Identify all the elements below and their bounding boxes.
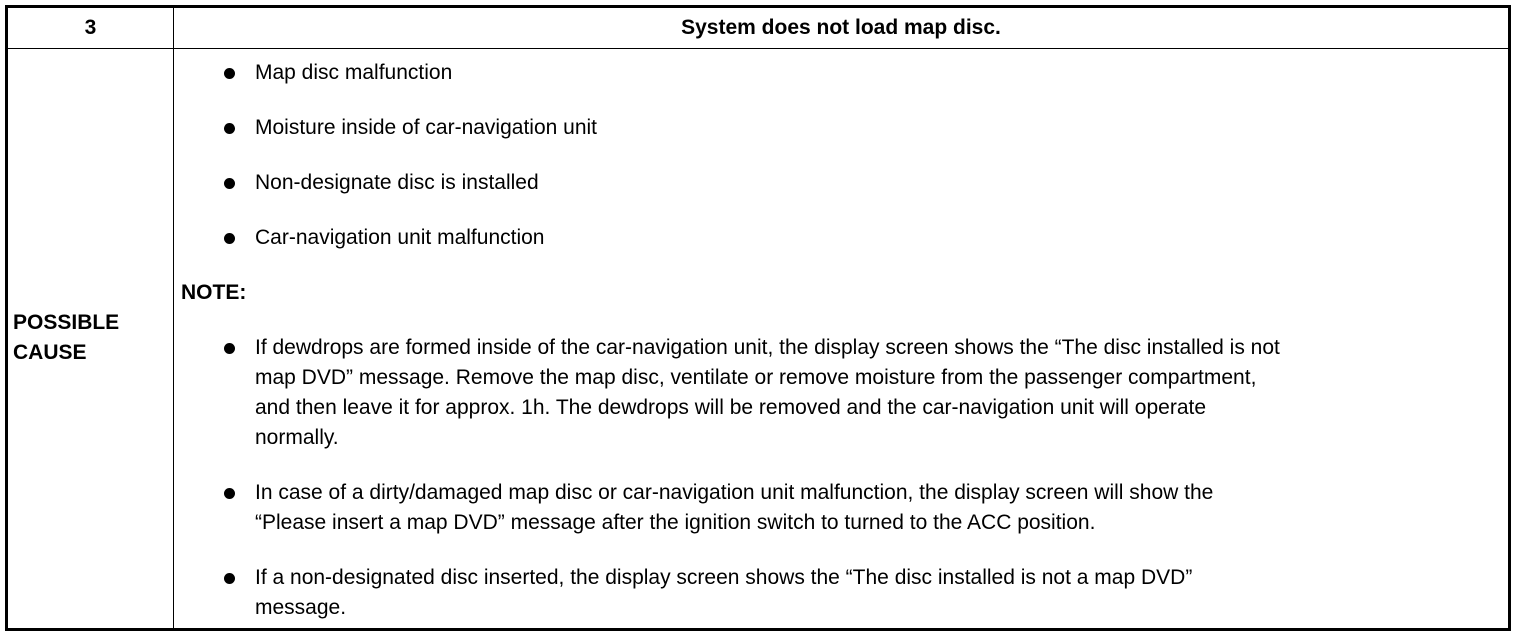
note-text: If dewdrops are formed inside of the car-navigation unit, the display screen shows the “The disc installed is not map DVD” message. Remove the map disc, ventilate or remove moisture from the passenger compartment, and then leave it for approx. 1h. The dewdrops will be removed and the car-navigation unit will operate normally. — [255, 336, 1280, 449]
possible-cause-content — [174, 49, 1508, 628]
bullet-icon — [224, 123, 235, 134]
troubleshooting-table — [5, 5, 1511, 631]
note-label: NOTE: — [181, 281, 247, 304]
symptom-title: System does not load map disc. — [681, 16, 1001, 39]
cause-text: Car-navigation unit malfunction — [255, 226, 545, 249]
cause-text: Moisture inside of car-navigation unit — [255, 116, 598, 139]
bullet-icon — [224, 343, 235, 354]
label-line-2: CAUSE — [13, 341, 87, 364]
table-header-row — [8, 8, 1508, 49]
note-text: In case of a dirty/damaged map disc or car-navigation unit malfunction, the display screen will show the “Please insert a map DVD” message after the ignition switch to turned to the ACC position. — [255, 481, 1214, 534]
bullet-icon — [224, 573, 235, 584]
label-line-1: POSSIBLE — [13, 311, 120, 334]
bullet-icon — [224, 488, 235, 499]
bullet-icon — [224, 233, 235, 244]
possible-cause-label — [13, 308, 168, 368]
cause-text: Non-designate disc is installed — [255, 171, 539, 194]
note-text: If a non-designated disc inserted, the display screen shows the “The disc installed is not a map DVD” message. — [255, 566, 1193, 619]
bullet-icon — [224, 68, 235, 79]
bullet-icon — [224, 178, 235, 189]
cause-text: Map disc malfunction — [255, 61, 453, 84]
possible-cause-label-cell — [8, 49, 174, 628]
step-number: 3 — [8, 8, 174, 48]
